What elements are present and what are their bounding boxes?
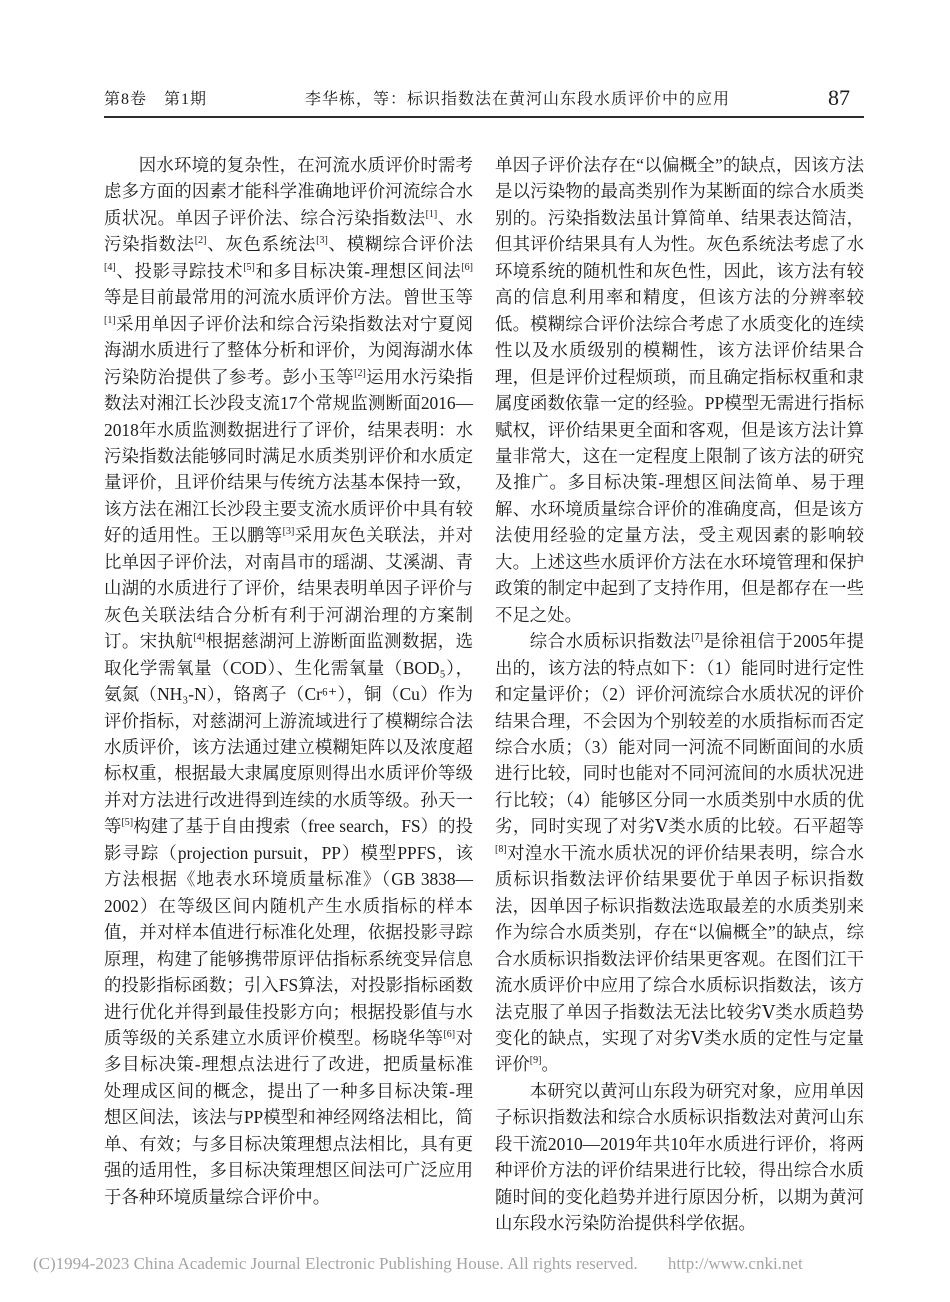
reference-marker: [1] bbox=[104, 314, 116, 326]
page-number: 87 bbox=[828, 85, 850, 110]
reference-marker: [4] bbox=[104, 262, 116, 274]
article-body bbox=[104, 152, 864, 1237]
reference-marker: [5] bbox=[121, 817, 134, 829]
reference-marker: [2] bbox=[194, 235, 207, 247]
copyright-notice: (C)1994-2023 China Academic Journal Electronic Publishing House. All rights reserved. bbox=[33, 1254, 638, 1273]
text-column-right bbox=[495, 152, 864, 1237]
paragraph: 因水环境的复杂性，在河流水质评价时需考虑多方面的因素才能科学准确地评价河流综合水质状况。单因子评价法、综合污染指数法[1]、水污染指数法[2]、灰色系统法[3]、模糊综合评价法[4]、投影寻踪技术[5]和多目标决策-理想区间法[6]等是目前最常用的河流水质评价方法。曾世玉等[1]采用单因子评价法和综合污染指数法对宁夏阅海湖水质进行了整体分析和评价，为阅海湖水体污染防治提供了参考。彭小玉等[2]运用水污染指数法对湘江长沙段支流17个常规监测断面2016—2018年水质监测数据进行了评价，结果表明：水污染指数法能够同时满足水质类别评价和水质定量评价，且评价结果与传统方法基本保持一致，该方法在湘江长沙段主要支流水质评价中具有较好的适用性。王以鹏等[3]采用灰色关联法，并对比单因子评价法，对南昌市的瑶湖、艾溪湖、青山湖的水质进行了评价，结果表明单因子评价与灰色关联法结合分析有利于河湖治理的方案制订。宋执航[4]根据慈湖河上游断面监测数据，选取化学需氧量（COD）、生化需氧量（BOD₅），氨氮（NH₃-N），铬离子（Cr⁶⁺），铜（Cu）作为评价指标，对慈湖河上游流域进行了模糊综合法水质评价，该方法通过建立模糊矩阵以及浓度超标权重，根据最大隶属度原则得出水质评价等级并对方法进行改进得到连续的水质等级。孙天一等[5]构建了基于自由搜索（free search，FS）的投影寻踪（projection pursuit，PP）模型PPFS，该方法根据《地表水环境质量标准》（GB 3838—2002）在等级区间内随机产生水质指标的样本值，并对样本值进行标准化处理，依据投影寻踪原理，构建了能够携带原评估指标系统变异信息的投影指标函数；引入FS算法，对投影指标函数进行优化并得到最佳投影方向；根据投影值与水质等级的关系建立水质评价模型。杨晓华等[6]对多目标决策-理想点法进行了改进，把质量标准处理成区间的概念，提出了一种多目标决策-理想区间法，该法与PP模型和神经网络法相比，简单、有效；与多目标决策理想点法相比，具有更强的适用性，多目标决策理想区间法可广泛应用于各种环境质量综合评价中。 bbox=[104, 155, 473, 1207]
page-footer bbox=[33, 1254, 803, 1274]
reference-marker: [8] bbox=[495, 843, 507, 855]
reference-marker: [2] bbox=[354, 367, 366, 379]
paragraph: 本研究以黄河山东段为研究对象，应用单因子标识指数法和综合水质标识指数法对黄河山东段干流2010—2019年共10年水质进行评价，将两种评价方法的评价结果进行比较，得出综合水质随时间的变化趋势并进行原因分析，以期为黄河山东段水污染防治提供科学依据。 bbox=[495, 1080, 864, 1234]
reference-marker: [4] bbox=[193, 632, 205, 644]
reference-marker: [3] bbox=[316, 235, 328, 247]
text-column-left bbox=[104, 152, 473, 1237]
cnki-url: http://www.cnki.net bbox=[667, 1254, 803, 1273]
reference-marker: [1] bbox=[425, 209, 438, 221]
reference-marker: [6] bbox=[443, 1029, 456, 1041]
page-header bbox=[104, 86, 864, 118]
running-title: 李华栋，等：标识指数法在黄河山东段水质评价中的应用 bbox=[305, 91, 731, 108]
reference-marker: [9] bbox=[529, 1055, 542, 1067]
reference-marker: [5] bbox=[243, 262, 255, 274]
paragraph: 单因子评价法存在“以偏概全”的缺点，因该方法是以污染物的最高类别作为某断面的综合水质类别的。污染指数法虽计算简单、结果表达简洁，但其评价结果具有人为性。灰色系统法考虑了水环境系统的随机性和灰色性，因此，该方法有较高的信息利用率和精度，但该方法的分辨率较低。模糊综合评价法综合考虑了水质变化的连续性以及水质级别的模糊性，该方法评价结果合理，但是评价过程烦琐，而且确定指标权重和隶属度函数依靠一定的经验。PP模型无需进行指标赋权，评价结果更全面和客观，但是该方法计算量非常大，这在一定程度上限制了该方法的研究及推广。多目标决策-理想区间法简单、易于理解、水环境质量综合评价的准确度高，但是该方法使用经验的定量方法，受主观因素的影响较大。上述这些水质评价方法在水环境管理和保护政策的制定中起到了支持作用，但是都存在一些不足之处。 bbox=[495, 155, 864, 625]
paragraph: 综合水质标识指数法[7]是徐祖信于2005年提出的，该方法的特点如下：（1）能同时进行定性和定量评价；（2）评价河流综合水质状况的评价结果合理，不会因为个别较差的水质指标而否定综合水质；（3）能对同一河流不同断面间的水质进行比较，同时也能对不同河流间的水质状况进行比较；（4）能够区分同一水质类别中水质的优劣，同时实现了对劣Ⅴ类水质的比较。石平超等[8]对湟水干流水质状况的评价结果表明，综合水质标识指数法评价结果要优于单因子标识指数法，因单因子标识指数法选取最差的水质类别来作为综合水质类别，存在“以偏概全”的缺点，综合水质标识指数法评价结果更客观。在图们江干流水质评价中应用了综合水质标识指数法，该方法克服了单因子指数法无法比较劣Ⅴ类水质趋势变化的缺点，实现了对劣Ⅴ类水质的定性与定量评价[9]。 bbox=[495, 631, 864, 1075]
volume-issue: 第8卷 第1期 bbox=[104, 91, 208, 108]
reference-marker: [6] bbox=[461, 262, 473, 274]
reference-marker: [3] bbox=[282, 526, 295, 538]
reference-marker: [7] bbox=[691, 632, 703, 644]
